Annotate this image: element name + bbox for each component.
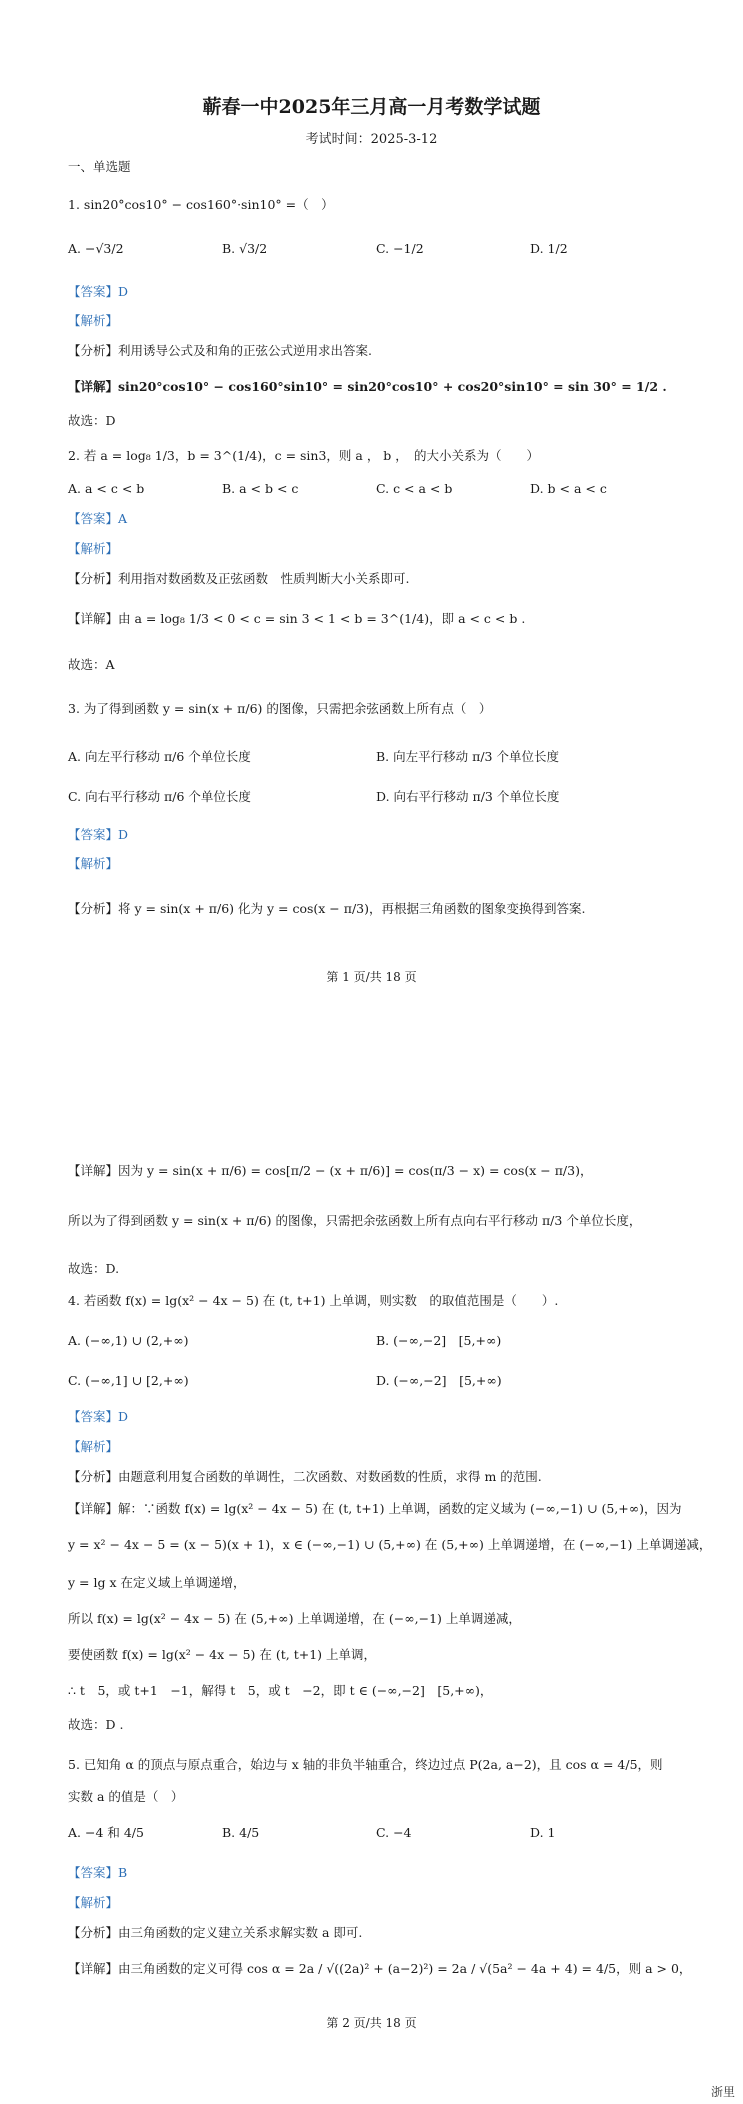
q4-choice: 故选：D . xyxy=(68,1717,124,1732)
q1-stem: 1. sin20°cos10° − cos160°·sin10° =（ ） xyxy=(68,197,334,212)
q3-answer: 【答案】D xyxy=(68,827,129,842)
q3-stem: 3. 为了得到函数 y = sin(x + π/6) 的图像，只需把余弦函数上所有点（ ） xyxy=(68,701,492,716)
q3-option-b: B. 向左平行移动 π/3 个单位长度 xyxy=(376,749,559,764)
q3-detail: 【详解】因为 y = sin(x + π/6) = cos[π/2 − (x + π/6)] = cos(π/3 − x) = cos(x − π/3)， xyxy=(68,1163,593,1178)
page-2-footer: 第 2 页/共 18 页 xyxy=(326,2016,417,2030)
exam-title: 蕲春一中2025年三月高一月考数学试题 xyxy=(202,96,541,118)
q3-option-d: D. 向右平行移动 π/3 个单位长度 xyxy=(376,789,560,804)
q1-option-a: A. −√3/2 xyxy=(68,241,124,256)
q4-detail-4: 所以 f(x) = lg(x² − 4x − 5) 在 (5,+∞) 上单调递增，在 (−∞,−1) 上单调递减， xyxy=(68,1611,521,1626)
q1-jiexi: 【解析】 xyxy=(68,313,119,328)
page-1 xyxy=(0,0,743,1000)
q5-option-d: D. 1 xyxy=(530,1825,556,1840)
q4-option-b: B. (−∞,−2] [5,+∞) xyxy=(376,1333,502,1348)
q4-jiexi: 【解析】 xyxy=(68,1439,119,1454)
q2-option-a: A. a < c < b xyxy=(68,481,145,496)
q1-choice: 故选：D xyxy=(68,413,116,428)
q5-jiexi: 【解析】 xyxy=(68,1895,119,1910)
q2-choice: 故选：A xyxy=(68,657,115,672)
q5-detail: 【详解】由三角函数的定义可得 cos α = 2a / √((2a)² + (a−2)²) = 2a / √(5a² − 4a + 4) = 4/5，则 a > 0， xyxy=(68,1961,692,1976)
corner-watermark: 浙里 xyxy=(710,2085,735,2099)
q4-option-a: A. (−∞,1) ∪ (2,+∞) xyxy=(68,1333,189,1348)
q2-option-c: C. c < a < b xyxy=(376,481,453,496)
q5-analysis: 【分析】由三角函数的定义建立关系求解实数 a 即可. xyxy=(68,1925,363,1940)
q5-option-b: B. 4/5 xyxy=(222,1825,260,1840)
q1-option-c: C. −1/2 xyxy=(376,241,424,256)
q4-answer: 【答案】D xyxy=(68,1409,129,1424)
q4-detail-6: ∴ t 5，或 t+1 −1，解得 t 5，或 t −2，即 t ∈ (−∞,−2] [5,+∞)， xyxy=(68,1683,493,1698)
q1-option-d: D. 1/2 xyxy=(530,241,568,256)
q1-analysis: 【分析】利用诱导公式及和角的正弦公式逆用求出答案. xyxy=(68,343,372,358)
q5-answer: 【答案】B xyxy=(68,1865,128,1880)
exam-date: 考试时间：2025-3-12 xyxy=(305,132,438,147)
q4-stem: 4. 若函数 f(x) = lg(x² − 4x − 5) 在 (t, t+1) 上单调，则实数 的取值范围是（ ）. xyxy=(68,1293,559,1308)
q5-option-a: A. −4 和 4/5 xyxy=(68,1825,144,1840)
q3-option-c: C. 向右平行移动 π/6 个单位长度 xyxy=(68,789,251,804)
q1-answer: 【答案】D xyxy=(68,284,129,299)
q3-conclusion: 所以为了得到函数 y = sin(x + π/6) 的图像，只需把余弦函数上所有点向右平行移动 π/3 个单位长度， xyxy=(68,1213,642,1228)
q5-option-c: C. −4 xyxy=(376,1825,412,1840)
q4-detail-3: y = lg x 在定义域上单调递增， xyxy=(68,1575,246,1590)
q4-analysis: 【分析】由题意利用复合函数的单调性，二次函数、对数函数的性质，求得 m 的范围. xyxy=(68,1469,542,1484)
q1-detail: 【详解】sin20°cos10° − cos160°sin10° = sin20°cos10° + cos20°sin10° = sin 30° = 1/2 . xyxy=(68,379,667,394)
q2-option-d: D. b < a < c xyxy=(530,481,607,496)
q2-detail: 【详解】由 a = log₈ 1/3 < 0 < c = sin 3 < 1 < b = 3^(1/4)，即 a < c < b . xyxy=(68,611,526,626)
q3-analysis: 【分析】将 y = sin(x + π/6) 化为 y = cos(x − π/3)，再根据三角函数的图象变换得到答案. xyxy=(68,901,586,916)
q4-option-c: C. (−∞,1] ∪ [2,+∞) xyxy=(68,1373,189,1388)
page-1-footer: 第 1 页/共 18 页 xyxy=(326,970,417,984)
q1-option-b: B. √3/2 xyxy=(222,241,268,256)
q4-option-d: D. (−∞,−2] [5,+∞) xyxy=(376,1373,502,1388)
q3-jiexi: 【解析】 xyxy=(68,856,119,871)
q5-stem: 5. 已知角 α 的顶点与原点重合，始边与 x 轴的非负半轴重合，终边过点 P(2a, a−2)，且 cos α = 4/5，则 xyxy=(68,1757,663,1772)
q4-detail-1: 【详解】解：∵函数 f(x) = lg(x² − 4x − 5) 在 (t, t+1) 上单调，函数的定义域为 (−∞,−1) ∪ (5,+∞)，因为 xyxy=(68,1501,682,1516)
q2-option-b: B. a < b < c xyxy=(222,481,299,496)
q2-stem: 2. 若 a = log₈ 1/3，b = 3^(1/4)，c = sin3，则 a ， b ， 的大小关系为（ ） xyxy=(68,448,540,463)
section-heading: 一、单选题 xyxy=(68,159,131,174)
q2-analysis: 【分析】利用指对数函数及正弦函数 性质判断大小关系即可. xyxy=(68,571,410,586)
q2-jiexi: 【解析】 xyxy=(68,541,119,556)
q4-detail-2: y = x² − 4x − 5 = (x − 5)(x + 1)，x ∈ (−∞,−1) ∪ (5,+∞) 在 (5,+∞) 上单调递增，在 (−∞,−1) 上单调递减， xyxy=(68,1537,712,1552)
q3-choice: 故选：D. xyxy=(68,1261,120,1276)
q3-option-a: A. 向左平行移动 π/6 个单位长度 xyxy=(68,749,251,764)
q5-stem-2: 实数 a 的值是（ ） xyxy=(68,1789,184,1804)
page-2 xyxy=(0,1130,743,2104)
q4-detail-5: 要使函数 f(x) = lg(x² − 4x − 5) 在 (t, t+1) 上单调， xyxy=(68,1647,377,1662)
q2-answer: 【答案】A xyxy=(68,511,128,526)
